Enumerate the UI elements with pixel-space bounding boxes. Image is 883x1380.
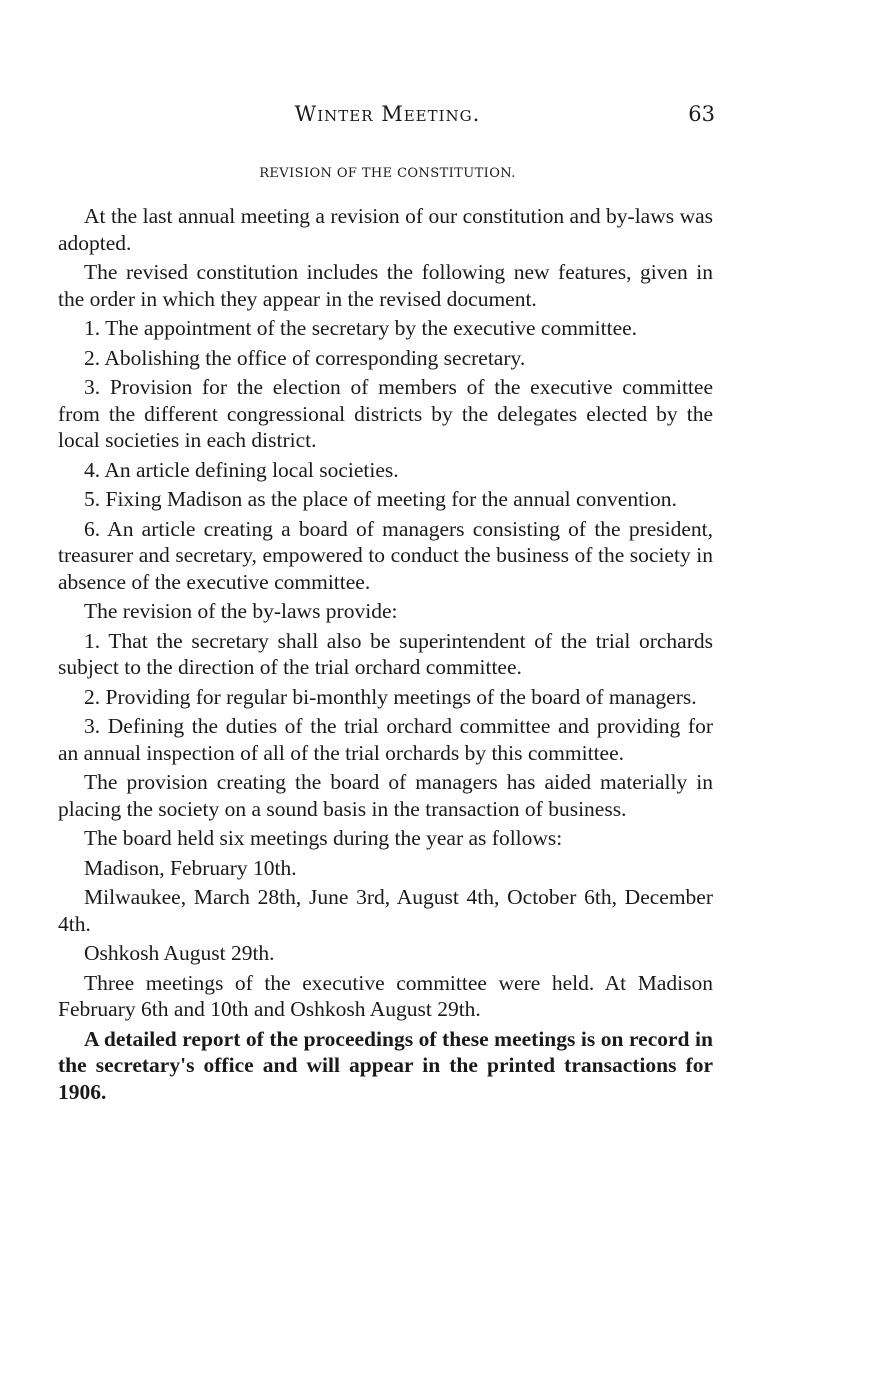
- list-item-constitution-5: 5. Fixing Madison as the place of meeting for the annual convention.: [84, 487, 677, 511]
- list-item-bylaws-3: 3. Defining the duties of the trial orchard committee and providing for an annual inspection of all of the trial orchards by this committee.: [58, 714, 713, 765]
- meeting-madison: Madison, February 10th.: [84, 855, 297, 880]
- page-number: 63: [688, 102, 715, 126]
- list-item-bylaws-1: 1. That the secretary shall also be superintendent of the trial orchards subject to the direction of the trial orchard committee.: [58, 628, 713, 679]
- paragraph-intro: At the last annual meeting a revision of our constitution and by-laws was adopted.: [58, 204, 713, 255]
- list-item-constitution-2: 2. Abolishing the office of corresponding secretary.: [84, 345, 526, 370]
- paragraph-detailed-report: A detailed report of the proceedings of these meetings is on record in the secretary's office and will appear in the printed transactions for 1906.: [58, 1026, 713, 1104]
- meeting-milwaukee: Milwaukee, March 28th, June 3rd, August 4th, October 6th, December 4th.: [58, 885, 713, 936]
- paragraph-board-provision: The provision creating the board of managers has aided materially in placing the society on a sound basis in the transaction of business.: [58, 770, 713, 821]
- list-item-constitution-6: 6. An article creating a board of managers consisting of the president, treasurer and secretary, empowered to conduct the business of the society in absence of the executive committee.: [58, 516, 713, 594]
- list-item-constitution-3: 3. Provision for the election of members of the executive committee from the different congressional districts by the delegates elected by the local societies in each district.: [58, 375, 713, 452]
- paragraph-executive-meetings: Three meetings of the executive committee were held. At Madison February 6th and 10th and Oshkosh August 29th.: [58, 970, 713, 1021]
- list-item-bylaws-2: 2. Providing for regular bi-monthly meetings of the board of managers.: [84, 684, 697, 709]
- meeting-oshkosh: Oshkosh August 29th.: [84, 941, 275, 965]
- section-heading: REVISION OF THE CONSTITUTION.: [259, 166, 516, 181]
- paragraph-constitution-features: The revised constitution includes the following new features, given in the order in which they appear in the revised document.: [58, 260, 713, 311]
- paragraph-board-meetings: The board held six meetings during the year as follows:: [84, 826, 563, 850]
- body-text: [58, 203, 713, 1108]
- running-title: Winter Meeting.: [294, 102, 481, 126]
- paragraph-bylaws-intro: The revision of the by-laws provide:: [84, 599, 398, 623]
- running-head: [60, 102, 715, 130]
- list-item-constitution-4: 4. An article defining local societies.: [84, 457, 399, 482]
- list-item-constitution-1: 1. The appointment of the secretary by the executive committee.: [84, 316, 638, 340]
